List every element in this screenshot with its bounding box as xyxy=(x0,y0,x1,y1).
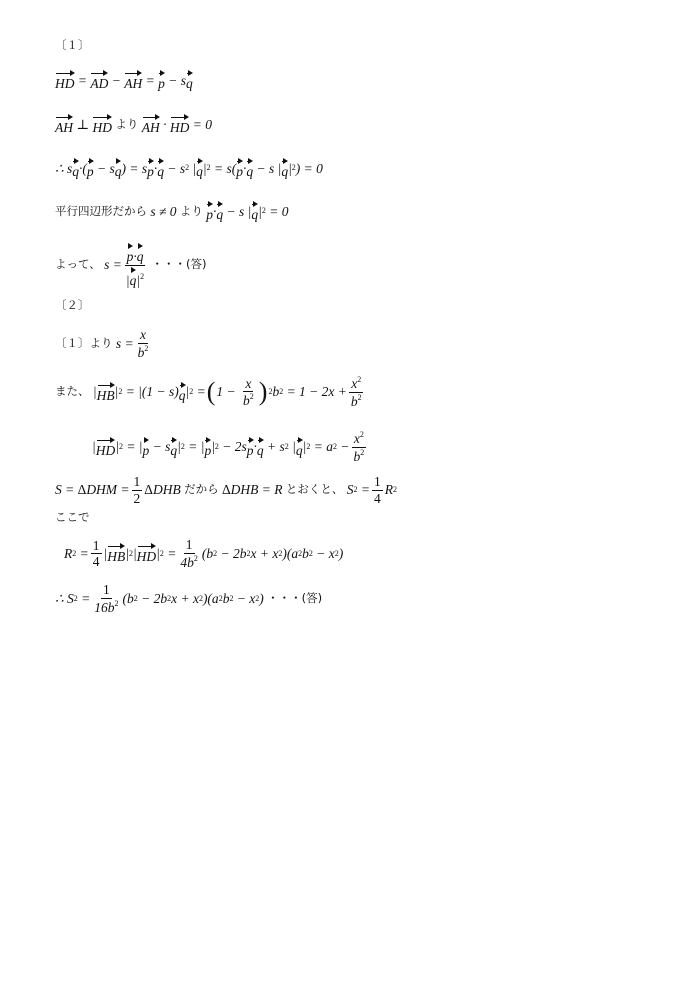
kokode-text: ここで xyxy=(55,510,90,524)
dot-product-expansion: ∴ s q ·( p − s q ) = s p · q − s 2 | q | 2 = s( p · q − s | q | 2 ) = 0 xyxy=(55,158,323,179)
perpendicular-condition: AH ⊥ HD より AH · HD = 0 xyxy=(55,114,212,135)
parallelogram-text: 平行四辺形だから xyxy=(55,203,147,218)
answer-s: よって、 s = $\frac{p\cdot q}{|q|^2}$ ・・・(答) xyxy=(55,243,206,287)
answer-mark-2: ・・・(答) xyxy=(267,590,323,605)
part2-label xyxy=(55,300,90,312)
part2-label-text: 〔２〕 xyxy=(55,298,90,312)
part1-label-text: 〔１〕 xyxy=(55,38,90,52)
s-equals-x-over-b2: 〔１〕より s = $\frac{x}{b^2}$ xyxy=(55,327,149,360)
answer-s-squared: ∴ S 2 = $\frac{1}{16b^2}$ (b 2 − 2b 2 x + x 2 )(a 2 b 2 − x 2 ) ・・・(答) xyxy=(55,582,323,615)
s-nonzero: s ≠ 0 xyxy=(150,203,177,219)
ref-text: 〔１〕より xyxy=(55,335,113,350)
yori-text-2: より xyxy=(179,203,203,218)
yori-text: より xyxy=(115,116,139,131)
tookuto-text: とおくと、 xyxy=(285,482,344,497)
kokode xyxy=(55,512,90,524)
hb-squared: また、 | HB | 2 = |(1 − s) q | 2 = ( 1 − $\frac{x}{b^2}$ ) 2 b 2 = 1 − 2x + $\frac{x^2}{b^2}$ xyxy=(55,375,362,409)
area-definition: S = Δ DHM = $\frac{1}{2}$ Δ DHB だから Δ DHB = R とおくと、 S 2 = $\frac{1}{4}$ R 2 xyxy=(55,474,398,506)
mata-text: また、 xyxy=(55,384,90,399)
hd-squared: | HD | 2 = | p − s q | 2 = | p | 2 − 2s p · q + s 2 | q | 2 = a 2 − $\frac{x^2}{b^2}$ xyxy=(92,430,365,464)
r-squared: R 2 = $\frac{1}{4}$ | HB | 2 | HD | 2 = $\frac{1}{4b^2}$ (b 2 − 2b 2 x + x 2 )(a 2 b 2 − x 2 ) xyxy=(64,537,344,570)
part1-label xyxy=(55,40,90,52)
dakara-text: だから xyxy=(184,482,219,497)
answer-mark-1: ・・・(答) xyxy=(151,257,207,272)
equation-hd: HD = AD − AH = p − s q xyxy=(55,70,193,91)
yotte-text: よって、 xyxy=(55,257,101,272)
parallelogram-condition: 平行四辺形だから s ≠ 0 より p · q − s | q | 2 = 0 xyxy=(55,201,288,222)
